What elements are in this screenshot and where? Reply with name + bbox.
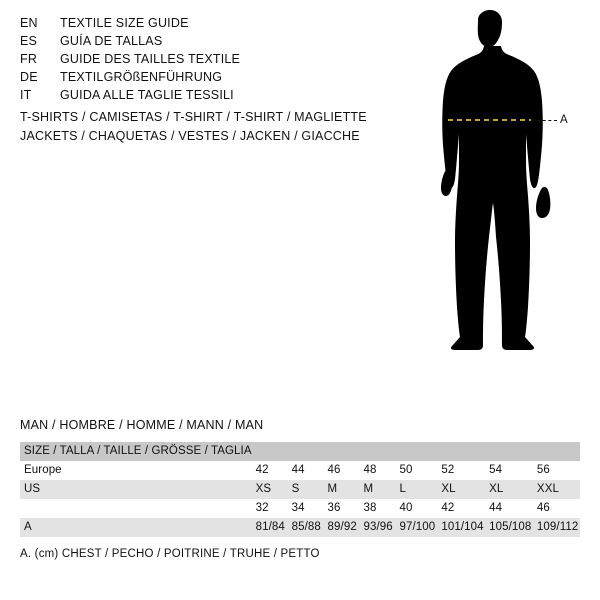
- table-header-c2: [288, 442, 324, 461]
- category-line-tshirts: T-SHIRTS / CAMISETAS / T-SHIRT / T-SHIRT / MAGLIETTE: [20, 110, 367, 124]
- category-block: [20, 110, 420, 148]
- male-silhouette-icon: [400, 10, 600, 410]
- measure-label-a: A: [560, 114, 568, 126]
- table-header-c5: [395, 442, 437, 461]
- table-title: MAN / HOMBRE / HOMME / MANN / MAN: [20, 418, 264, 432]
- table-header-c7: [485, 442, 533, 461]
- cell-a-2: 89/92: [324, 518, 360, 537]
- cell-us-5: XL: [437, 480, 485, 499]
- cell-a-6: 105/108: [485, 518, 533, 537]
- cell-usnum-5: 42: [437, 499, 485, 518]
- cell-a-0: 81/84: [252, 518, 288, 537]
- language-text-es: GUÍA DE TALLAS: [60, 34, 163, 48]
- language-text-en: TEXTILE SIZE GUIDE: [60, 16, 189, 30]
- table-footnote: A. (cm) CHEST / PECHO / POITRINE / TRUHE / PETTO: [20, 548, 320, 560]
- language-text-fr: GUIDE DES TAILLES TEXTILE: [60, 52, 241, 66]
- cell-a-5: 101/104: [437, 518, 485, 537]
- cell-us-7: XXL: [533, 480, 580, 499]
- language-code-it: IT: [20, 88, 32, 102]
- cell-europe-4: 50: [395, 461, 437, 480]
- row-label-europe: Europe: [20, 461, 252, 480]
- cell-europe-3: 48: [360, 461, 396, 480]
- row-label-us: US: [20, 480, 252, 499]
- cell-us-2: M: [324, 480, 360, 499]
- cell-usnum-4: 40: [395, 499, 437, 518]
- cell-usnum-2: 36: [324, 499, 360, 518]
- cell-usnum-6: 44: [485, 499, 533, 518]
- row-label-us-numeric: [20, 499, 252, 518]
- cell-europe-6: 54: [485, 461, 533, 480]
- language-code-es: ES: [20, 34, 38, 48]
- cell-usnum-3: 38: [360, 499, 396, 518]
- table-header-c8: [533, 442, 580, 461]
- table-row: [20, 461, 580, 480]
- language-code-en: EN: [20, 16, 38, 30]
- language-row-fr: [20, 52, 360, 70]
- measure-leader-line: [537, 120, 557, 122]
- body-figure: [400, 10, 600, 410]
- cell-usnum-0: 32: [252, 499, 288, 518]
- table-header-row: [20, 442, 580, 461]
- cell-a-7: 109/112: [533, 518, 580, 537]
- cell-us-1: S: [288, 480, 324, 499]
- table-header-c6: [437, 442, 485, 461]
- cell-a-1: 85/88: [288, 518, 324, 537]
- table-header-c3: [324, 442, 360, 461]
- cell-europe-5: 52: [437, 461, 485, 480]
- cell-usnum-7: 46: [533, 499, 580, 518]
- table-header-size: SIZE / TALLA / TAILLE / GRÖSSE / TAGLIA: [20, 442, 252, 461]
- cell-europe-7: 56: [533, 461, 580, 480]
- cell-a-3: 93/96: [360, 518, 396, 537]
- cell-us-3: M: [360, 480, 396, 499]
- table-row: [20, 518, 580, 537]
- cell-a-4: 97/100: [395, 518, 437, 537]
- cell-us-6: XL: [485, 480, 533, 499]
- table-row: [20, 499, 580, 518]
- language-code-fr: FR: [20, 52, 38, 66]
- language-code-de: DE: [20, 70, 38, 84]
- cell-us-4: L: [395, 480, 437, 499]
- cell-usnum-1: 34: [288, 499, 324, 518]
- language-header-block: [20, 16, 360, 106]
- cell-europe-1: 44: [288, 461, 324, 480]
- category-line-jackets: JACKETS / CHAQUETAS / VESTES / JACKEN / GIACCHE: [20, 129, 360, 143]
- language-text-it: GUIDA ALLE TAGLIE TESSILI: [60, 88, 234, 102]
- language-text-de: TEXTILGRÖßENFÜHRUNG: [60, 70, 223, 84]
- language-row-es: [20, 34, 360, 52]
- size-table: [20, 442, 580, 537]
- language-row-en: [20, 16, 360, 34]
- cell-europe-2: 46: [324, 461, 360, 480]
- row-label-a: A: [20, 518, 252, 537]
- cell-us-0: XS: [252, 480, 288, 499]
- table-header-c1: [252, 442, 288, 461]
- cell-europe-0: 42: [252, 461, 288, 480]
- table-row: [20, 480, 580, 499]
- language-row-it: [20, 88, 360, 106]
- table-header-c4: [360, 442, 396, 461]
- language-row-de: [20, 70, 360, 88]
